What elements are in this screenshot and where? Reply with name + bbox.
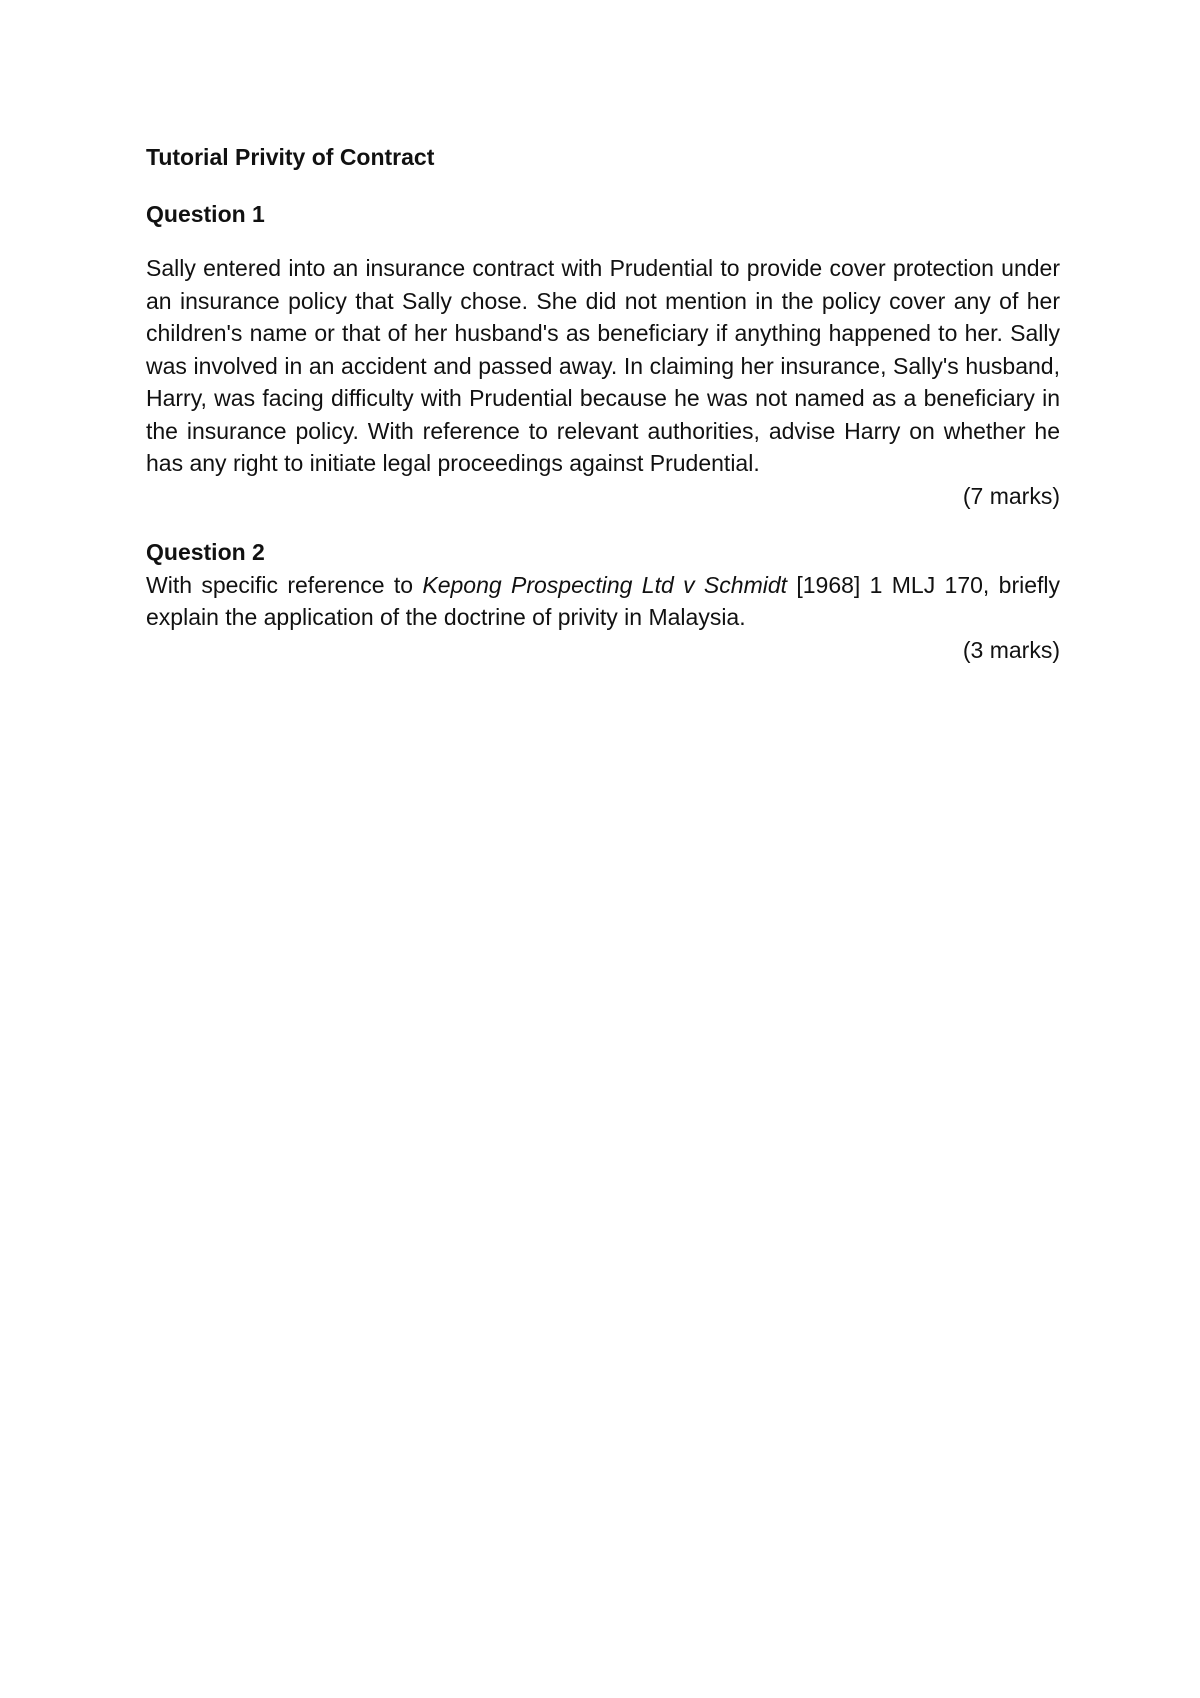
question-1-heading: Question 1	[146, 200, 265, 227]
question-2-body	[146, 569, 1060, 634]
document-title: Tutorial Privity of Contract	[146, 144, 435, 170]
question-2-body-after: [1968] 1 MLJ 170, briefly explain the application of the doctrine of privity in Malaysia.	[146, 571, 1060, 630]
question-2-body-before: With specific reference to	[146, 571, 423, 598]
question-2-marks: (3 marks)	[962, 636, 1060, 663]
case-name: Kepong Prospecting Ltd v Schmidt	[422, 571, 788, 598]
question-2-heading: Question 2	[146, 539, 265, 565]
document-content	[146, 141, 1060, 666]
question-1-body: Sally entered into an insurance contract with Prudential to provide cover protection under an insurance policy that Sally chose. She did not mention in the policy cover any of her children's name or that of her husband's as beneficiary if anything happened to her. Sally was involved in an accident and passed away. In claiming her insurance, Sally's husband, Harry, was facing difficulty with Prudential because he was not named as a beneficiary in the insurance policy. With reference to relevant authorities, advise Harry on whether he has any right to initiate legal proceedings against Prudential.	[146, 255, 1060, 476]
question-1-marks: (7 marks)	[962, 482, 1060, 509]
